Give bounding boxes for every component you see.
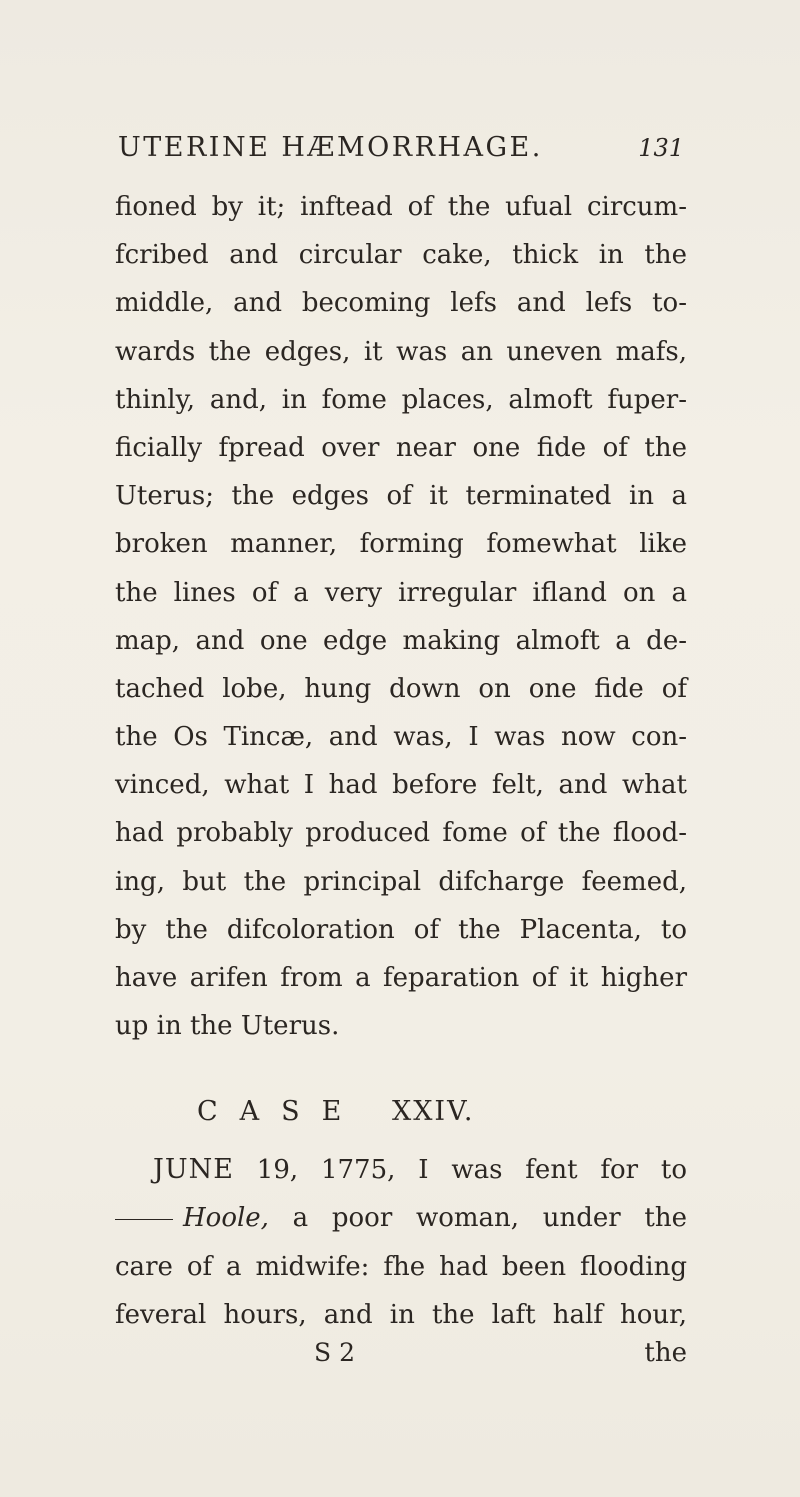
text-line: middle, and becoming lefs and lefs to-	[115, 288, 687, 319]
text-line: tached lobe, hung down on one fide of	[115, 673, 687, 704]
case-line	[115, 1194, 687, 1242]
case-paragraph	[115, 1146, 687, 1340]
case-opening-word: JUNE	[153, 1154, 234, 1185]
text-line: up in the Uterus.	[115, 1011, 340, 1042]
name-blank-dash	[115, 1219, 173, 1220]
patient-name: Hoole,	[183, 1203, 269, 1234]
case-heading-number: XXIV.	[391, 1096, 475, 1127]
case-line-text: 19, 1775, I was fent for to	[256, 1155, 688, 1185]
text-line: by the difcoloration of the Placenta, to	[115, 914, 687, 945]
case-heading-word: CASE	[197, 1096, 364, 1127]
case-line-text: a poor woman, under the	[292, 1203, 688, 1234]
text-line: fioned by it; inftead of the ufual circum-	[115, 192, 687, 222]
page-footer	[115, 1330, 687, 1374]
text-line: vinced, what I had before felt, and what	[115, 770, 687, 801]
page-header	[118, 132, 684, 172]
text-line: the lines of a very irregular ifland on a	[115, 577, 687, 608]
text-line: wards the edges, it was an uneven mafs,	[115, 336, 687, 367]
text-line: Uterus; the edges of it terminated in a	[115, 481, 687, 512]
text-line: ficially fpread over near one fide of the	[115, 432, 687, 463]
text-line: the Os Tincæ, and was, I was now con-	[115, 722, 687, 753]
case-line: care of a midwife: fhe had been flooding	[115, 1251, 687, 1282]
text-line: ing, but the principal difcharge feemed,	[115, 866, 687, 897]
text-line: map, and one edge making almoft a de-	[115, 625, 687, 656]
text-line: broken manner, forming fomewhat like	[115, 529, 687, 560]
page-number: 131	[638, 134, 684, 162]
case-line	[115, 1146, 687, 1194]
text-line: thinly, and, in fome places, almoft fuper-	[115, 384, 687, 415]
running-head: UTERINE HÆMORRHAGE.	[118, 132, 543, 163]
catchword: the	[644, 1338, 687, 1368]
text-line: fcribed and circular cake, thick in the	[115, 240, 687, 271]
case-heading	[197, 1096, 474, 1127]
text-line: had probably produced fome of the flood-	[115, 818, 687, 849]
case-line: feveral hours, and in the laft half hour,	[115, 1300, 687, 1331]
signature-mark: S 2	[314, 1338, 355, 1367]
text-line: have arifen from a feparation of it higher	[115, 963, 687, 993]
body-paragraph	[115, 183, 687, 1050]
